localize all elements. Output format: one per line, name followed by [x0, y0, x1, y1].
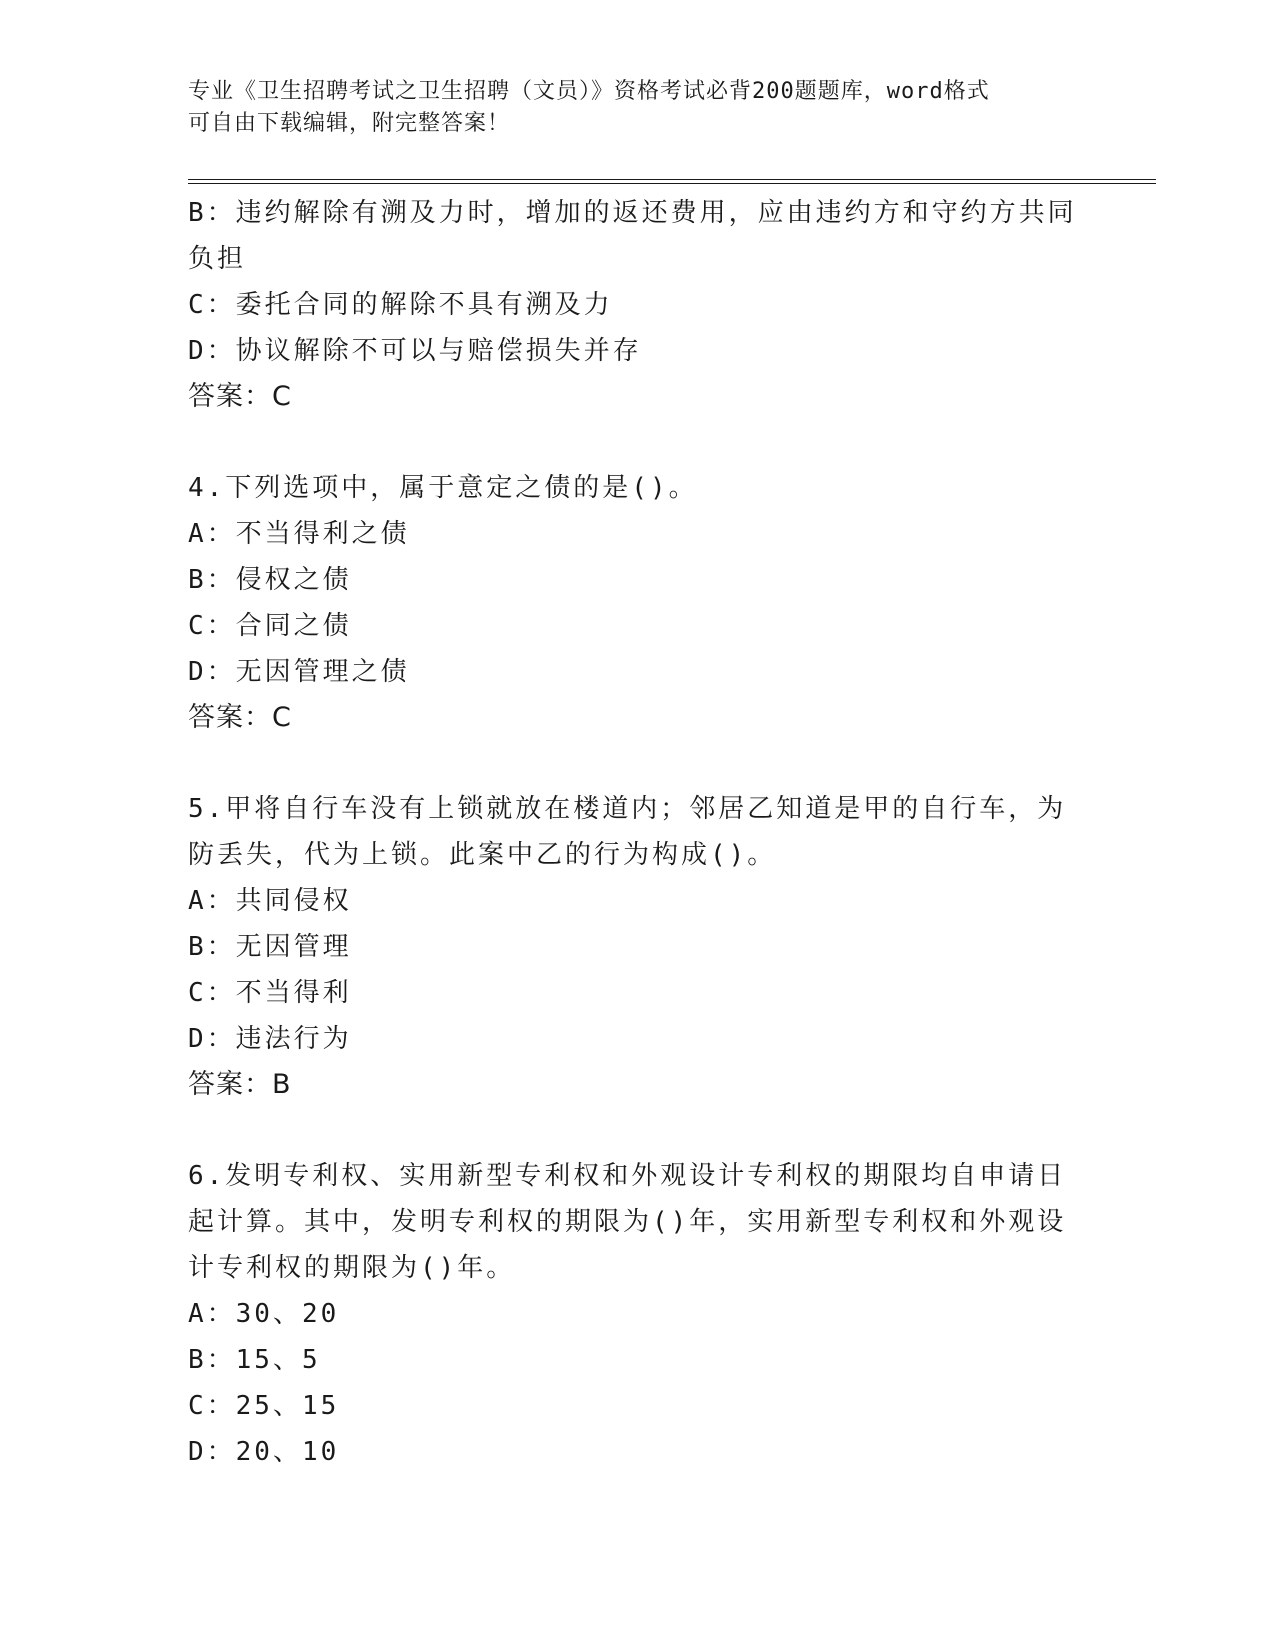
spacer — [188, 420, 1088, 465]
q5-option-a: A：共同侵权 — [188, 886, 352, 916]
question-3-fragment — [188, 190, 1088, 420]
q6-option-a: A：30、20 — [188, 1299, 340, 1329]
q5-option-c: C：不当得利 — [188, 978, 352, 1008]
q5-stem-line-1: 5.甲将自行车没有上锁就放在楼道内；邻居乙知道是甲的自行车，为 — [188, 794, 1067, 824]
q5-option-b: B：无因管理 — [188, 932, 352, 962]
q4-option-a: A：不当得利之债 — [188, 519, 410, 549]
q6-stem-line-1: 6.发明专利权、实用新型专利权和外观设计专利权的期限均自申请日 — [188, 1161, 1067, 1191]
q4-stem: 4.下列选项中，属于意定之债的是()。 — [188, 473, 698, 503]
question-4 — [188, 465, 1088, 741]
q6-stem-line-3: 计专利权的期限为()年。 — [188, 1253, 516, 1283]
q5-stem-line-2: 防丢失，代为上锁。此案中乙的行为构成()。 — [188, 840, 777, 870]
q5-answer: 答案：B — [188, 1069, 292, 1100]
question-list — [188, 190, 1088, 1475]
question-6 — [188, 1153, 1088, 1475]
spacer — [188, 1108, 1088, 1153]
q4-answer: 答案：C — [188, 702, 292, 733]
q6-stem-line-2: 起计算。其中，发明专利权的期限为()年，实用新型专利权和外观设 — [188, 1207, 1067, 1237]
header-line-2: 可自由下载编辑，附完整答案！ — [188, 111, 511, 136]
q3-answer: 答案：C — [188, 381, 292, 412]
q3-option-b-line-1: B：违约解除有溯及力时，增加的返还费用，应由违约方和守约方共同 — [188, 198, 1077, 228]
q3-option-c: C：委托合同的解除不具有溯及力 — [188, 290, 613, 320]
header-divider-top — [188, 179, 1156, 180]
q5-option-d: D：违法行为 — [188, 1024, 352, 1054]
q4-option-c: C：合同之债 — [188, 611, 352, 641]
spacer — [188, 741, 1088, 786]
q6-option-d: D：20、10 — [188, 1437, 340, 1467]
q4-option-b: B：侵权之债 — [188, 565, 352, 595]
header-line-1: 专业《卫生招聘考试之卫生招聘（文员）》资格考试必背200题题库，word格式 — [188, 79, 990, 104]
document-header — [188, 76, 1068, 140]
q4-option-d: D：无因管理之债 — [188, 657, 410, 687]
q3-option-d: D：协议解除不可以与赔偿损失并存 — [188, 336, 642, 366]
question-5 — [188, 786, 1088, 1108]
q6-option-b: B：15、5 — [188, 1345, 321, 1375]
q3-option-b-line-2: 负担 — [188, 244, 247, 274]
header-divider-bottom — [188, 183, 1156, 184]
q6-option-c: C：25、15 — [188, 1391, 340, 1421]
